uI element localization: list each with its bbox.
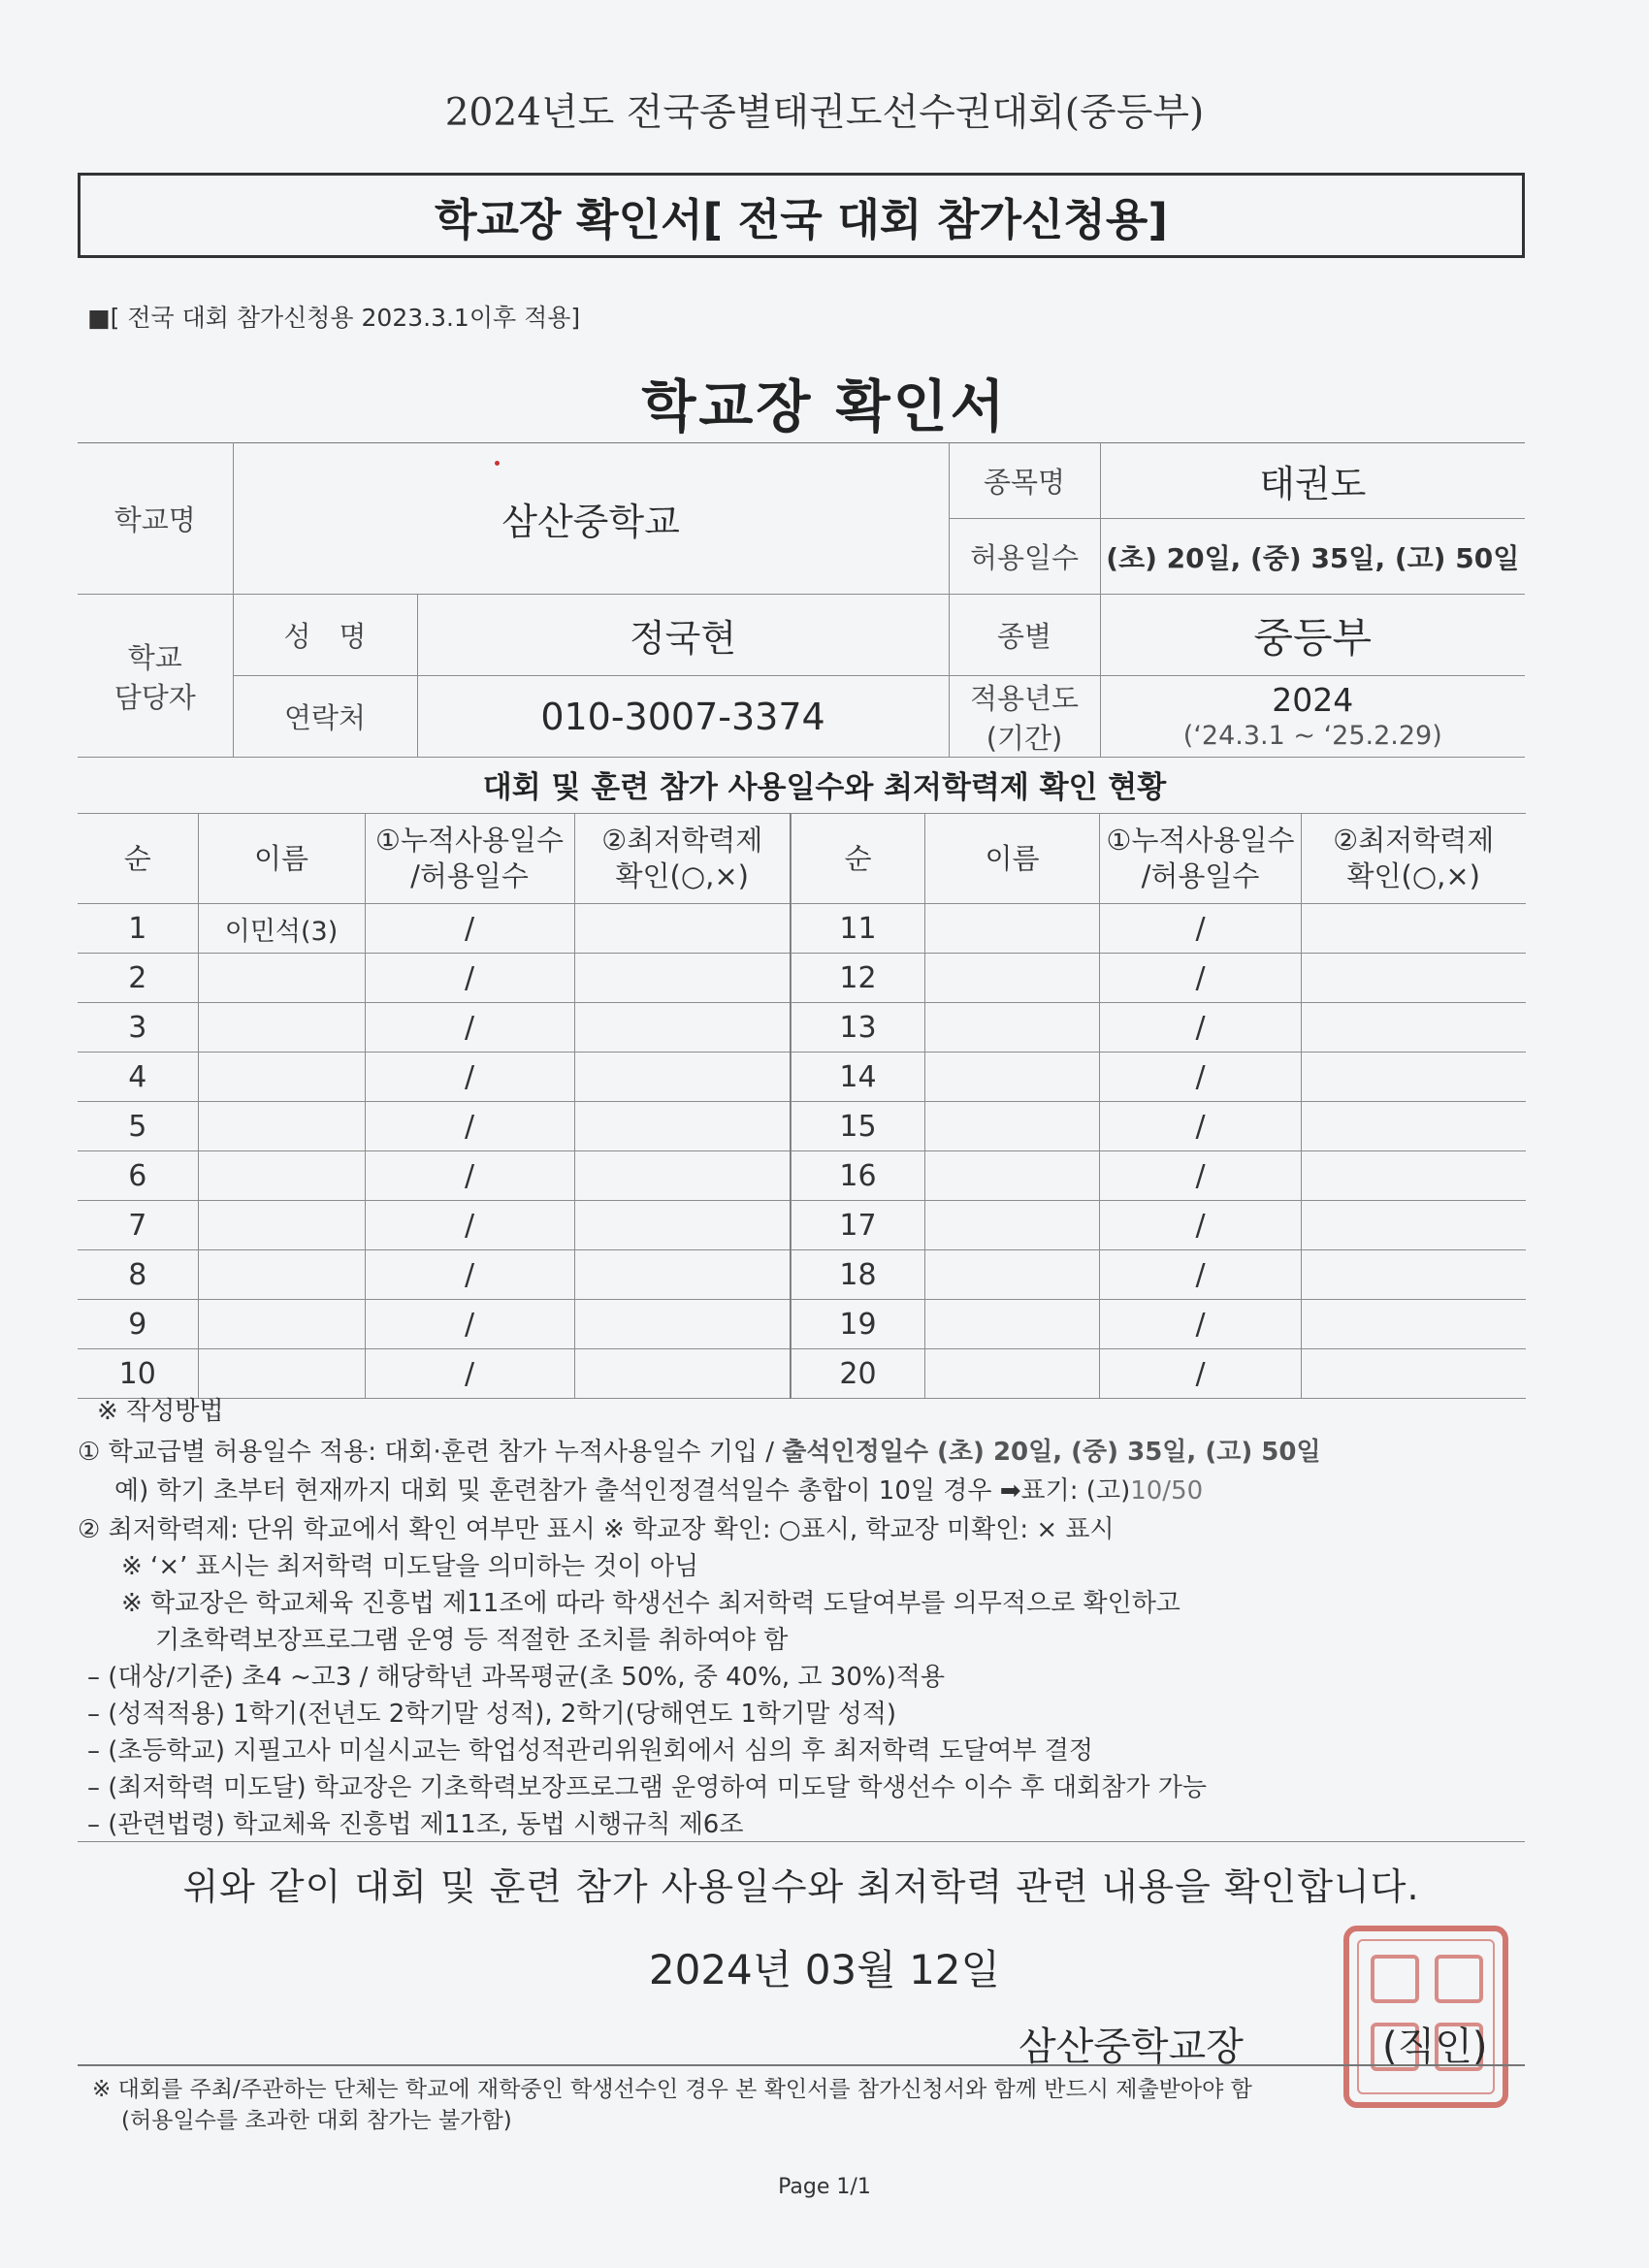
roster-row xyxy=(792,1300,1526,1349)
row-check xyxy=(574,1053,791,1102)
school-info-table xyxy=(78,442,1525,758)
row-days: / xyxy=(365,1151,574,1201)
roster-row xyxy=(792,1053,1526,1102)
roster-row xyxy=(792,1201,1526,1250)
sport-value: 태권도 xyxy=(1100,443,1525,519)
row-days: / xyxy=(1100,1003,1302,1053)
year-label-line1: 적용년도 xyxy=(969,681,1080,715)
row-name xyxy=(198,1053,365,1102)
row-days: / xyxy=(1100,1102,1302,1151)
allow-days-label: 허용일수 xyxy=(949,519,1100,595)
detail-2: – (성적적용) 1학기(전년도 2학기말 성적), 2학기(당해연도 1학기말 성적) xyxy=(87,1700,897,1729)
row-check xyxy=(574,1003,791,1053)
row-days: / xyxy=(365,1003,574,1053)
seal-glyph xyxy=(1435,1955,1483,2003)
row-days: / xyxy=(1100,1349,1302,1399)
roster-body-left xyxy=(78,904,791,1399)
form-title-box: 학교장 확인서[ 전국 대회 참가신청용] xyxy=(78,173,1525,258)
row-number: 17 xyxy=(792,1201,925,1250)
row-days: / xyxy=(1100,1300,1302,1349)
row-days: / xyxy=(1100,1250,1302,1300)
row-number: 18 xyxy=(792,1250,925,1300)
row-check xyxy=(1302,954,1526,1003)
instruction-1-emphasis: 출석인정일수 (초) 20일, (중) 35일, (고) 50일 xyxy=(782,1438,1321,1467)
instruction-1 xyxy=(78,1432,1321,1468)
instruction-1-example-label: 표기: (고) xyxy=(1020,1476,1131,1506)
period-value: (‘24.3.1 ~ ‘25.2.29) xyxy=(1182,720,1442,751)
detail-5: – (관련법령) 학교체육 진흥법 제11조, 동법 시행규칙 제6조 xyxy=(87,1810,744,1839)
row-number: 11 xyxy=(792,904,925,954)
roster-body-right xyxy=(792,904,1526,1399)
row-name xyxy=(198,954,365,1003)
manager-label-line1: 학교 xyxy=(127,640,182,674)
year-label xyxy=(949,676,1100,758)
row-check xyxy=(1302,1300,1526,1349)
instruction-1-example-value: 10/50 xyxy=(1130,1476,1204,1506)
page-number: Page 1/1 xyxy=(778,2175,871,2199)
col-header-days-line1: ①누적사용일수 xyxy=(1106,824,1295,857)
division-value: 중등부 xyxy=(1100,595,1525,676)
roster-row xyxy=(78,1053,791,1102)
row-days: / xyxy=(1100,1201,1302,1250)
roster-row xyxy=(78,1250,791,1300)
divider xyxy=(78,1841,1525,1842)
manager-label-line2: 담당자 xyxy=(113,680,196,714)
roster-row xyxy=(792,904,1526,954)
arrow-icon: ➡ xyxy=(999,1476,1021,1506)
col-header-check-line2: 확인(○,×) xyxy=(1346,859,1480,892)
row-name xyxy=(925,1349,1100,1399)
confirmation-statement: 위와 같이 대회 및 훈련 참가 사용일수와 최저학력 관련 내용을 확인합니다. xyxy=(182,1865,1420,1908)
row-check xyxy=(1302,1151,1526,1201)
sport-label: 종목명 xyxy=(949,443,1100,519)
row-check xyxy=(1302,904,1526,954)
col-header-days-line2: /허용일수 xyxy=(410,859,529,892)
row-check xyxy=(574,1151,791,1201)
row-name xyxy=(198,1300,365,1349)
row-check xyxy=(574,1349,791,1399)
row-days: / xyxy=(365,1250,574,1300)
row-name xyxy=(925,1151,1100,1201)
row-days: / xyxy=(1100,1151,1302,1201)
roster-row xyxy=(78,1003,791,1053)
row-check xyxy=(1302,1201,1526,1250)
row-check xyxy=(574,1102,791,1151)
row-number: 20 xyxy=(792,1349,925,1399)
footer-note-line1: ※ 대회를 주최/주관하는 단체는 학교에 재학중인 학생선수인 경우 본 확인서를 참가신청서와 함께 반드시 제출받아야 함 xyxy=(92,2077,1252,2102)
contact-label: 연락처 xyxy=(233,676,417,758)
row-check xyxy=(1302,1250,1526,1300)
row-name xyxy=(198,1250,365,1300)
row-name xyxy=(925,954,1100,1003)
row-check xyxy=(1302,1349,1526,1399)
instruction-1-text: ① 학교급별 허용일수 적용: 대회·훈련 참가 누적사용일수 기입 / xyxy=(78,1438,783,1467)
row-days: / xyxy=(1100,1053,1302,1102)
row-check xyxy=(574,1300,791,1349)
school-name-label: 학교명 xyxy=(78,443,233,595)
row-days: / xyxy=(365,1053,574,1102)
col-header-name: 이름 xyxy=(198,814,365,904)
roster-row xyxy=(792,1003,1526,1053)
roster-row xyxy=(78,1201,791,1250)
row-name xyxy=(198,1201,365,1250)
row-days: / xyxy=(365,1201,574,1250)
issue-date: 2024년 03월 12일 xyxy=(648,1946,1001,1993)
seal-glyph xyxy=(1371,1955,1419,2003)
row-number: 12 xyxy=(792,954,925,1003)
roster-row xyxy=(792,1151,1526,1201)
instruction-2-sub1: ※ ‘×’ 표시는 최저학력 미도달을 의미하는 것이 아님 xyxy=(121,1552,699,1581)
contact-value: 010-3007-3374 xyxy=(417,676,949,758)
row-number: 9 xyxy=(78,1300,198,1349)
row-name xyxy=(925,1201,1100,1250)
row-number: 7 xyxy=(78,1201,198,1250)
seal-mark-label: (직인) xyxy=(1382,2025,1488,2069)
row-name xyxy=(925,1250,1100,1300)
instruction-2: ② 최저학력제: 단위 학교에서 확인 여부만 표시 ※ 학교장 확인: ○표시, 학교장 미확인: × 표시 xyxy=(78,1515,1115,1544)
row-name xyxy=(198,1151,365,1201)
instruction-1-example-text: 예) 학기 초부터 현재까지 대회 및 훈련참가 출석인정결석일수 총합이 10일 경우 xyxy=(114,1476,1000,1506)
row-number: 19 xyxy=(792,1300,925,1349)
row-number: 13 xyxy=(792,1003,925,1053)
row-number: 3 xyxy=(78,1003,198,1053)
allow-days-value: (초) 20일, (중) 35일, (고) 50일 xyxy=(1100,519,1525,595)
roster-table-left xyxy=(78,813,792,1399)
year-value: 2024 xyxy=(1272,680,1354,719)
col-header-check xyxy=(1302,814,1526,904)
document-title: 학교장 확인서 xyxy=(641,373,1008,439)
row-name: 이민석(3) xyxy=(198,904,365,954)
applicability-notice: ■[ 전국 대회 참가신청용 2023.3.1이후 적용] xyxy=(87,304,581,332)
row-number: 4 xyxy=(78,1053,198,1102)
row-number: 2 xyxy=(78,954,198,1003)
roster-row xyxy=(78,954,791,1003)
col-header-no: 순 xyxy=(792,814,925,904)
row-number: 10 xyxy=(78,1349,198,1399)
roster-row xyxy=(78,1151,791,1201)
col-header-check-line1: ②최저학력제 xyxy=(601,824,763,857)
year-label-line2: (기간) xyxy=(986,721,1063,755)
col-header-days xyxy=(365,814,574,904)
event-title: 2024년도 전국종별태권도선수권대회(중등부) xyxy=(444,91,1205,135)
roster-table-right xyxy=(791,813,1526,1399)
row-check xyxy=(1302,1102,1526,1151)
name-value: 정국현 xyxy=(417,595,949,676)
detail-3: – (초등학교) 지필고사 미실시교는 학업성적관리위원회에서 심의 후 최저학력 도달여부 결정 xyxy=(87,1736,1093,1766)
detail-1: – (대상/기준) 초4 ~고3 / 해당학년 과목평균(초 50%, 중 40%, 고 30%)적용 xyxy=(87,1663,945,1692)
col-header-no: 순 xyxy=(78,814,198,904)
row-number: 5 xyxy=(78,1102,198,1151)
detail-4: – (최저학력 미도달) 학교장은 기초학력보장프로그램 운영하여 미도달 학생선수 이수 후 대회참가 가능 xyxy=(87,1773,1207,1802)
row-days: / xyxy=(365,1102,574,1151)
col-header-days-line1: ①누적사용일수 xyxy=(374,824,565,857)
instruction-1-example xyxy=(114,1471,1203,1507)
principal-signature: 삼산중학교장 xyxy=(1018,2025,1244,2069)
row-check xyxy=(1302,1053,1526,1102)
col-header-check-line1: ②최저학력제 xyxy=(1333,824,1495,857)
row-number: 8 xyxy=(78,1250,198,1300)
name-label: 성 명 xyxy=(233,595,417,676)
row-number: 1 xyxy=(78,904,198,954)
footer-divider xyxy=(78,2064,1525,2066)
row-days: / xyxy=(1100,904,1302,954)
row-check xyxy=(574,904,791,954)
row-name xyxy=(925,1003,1100,1053)
row-days: / xyxy=(365,1349,574,1399)
row-check xyxy=(574,1250,791,1300)
footer-note xyxy=(92,2074,1252,2136)
row-days: / xyxy=(365,1300,574,1349)
col-header-check-line2: 확인(○,×) xyxy=(615,859,749,892)
instructions-title: ※ 작성방법 xyxy=(97,1397,224,1426)
col-header-days-line2: /허용일수 xyxy=(1141,859,1260,892)
school-name-value: 삼산중학교 xyxy=(233,443,949,595)
row-number: 14 xyxy=(792,1053,925,1102)
footer-note-line2: (허용일수를 초과한 대회 참가는 불가함) xyxy=(121,2108,512,2133)
roster-row xyxy=(792,954,1526,1003)
row-check xyxy=(574,1201,791,1250)
row-number: 6 xyxy=(78,1151,198,1201)
row-days: / xyxy=(1100,954,1302,1003)
roster-row xyxy=(78,904,791,954)
row-name xyxy=(925,1102,1100,1151)
row-name xyxy=(925,1053,1100,1102)
roster-row xyxy=(78,1300,791,1349)
col-header-name: 이름 xyxy=(925,814,1100,904)
row-check xyxy=(1302,1003,1526,1053)
division-label: 종별 xyxy=(949,595,1100,676)
row-days: / xyxy=(365,904,574,954)
roster-row xyxy=(792,1349,1526,1399)
roster-row xyxy=(792,1250,1526,1300)
row-name xyxy=(198,1102,365,1151)
roster-heading: 대회 및 훈련 참가 사용일수와 최저학력제 확인 현황 xyxy=(482,770,1167,805)
row-name xyxy=(198,1003,365,1053)
year-cell xyxy=(1100,676,1525,758)
row-name xyxy=(925,904,1100,954)
col-header-check xyxy=(574,814,791,904)
instruction-2-sub2: ※ 학교장은 학교체육 진흥법 제11조에 따라 학생선수 최저학력 도달여부를 의무적으로 확인하고 xyxy=(121,1589,1180,1618)
col-header-days xyxy=(1100,814,1302,904)
roster-row xyxy=(78,1102,791,1151)
row-number: 16 xyxy=(792,1151,925,1201)
manager-label xyxy=(78,595,233,758)
row-check xyxy=(574,954,791,1003)
instruction-2-sub3: 기초학력보장프로그램 운영 등 적절한 조치를 취하여야 함 xyxy=(155,1626,789,1655)
row-number: 15 xyxy=(792,1102,925,1151)
row-days: / xyxy=(365,954,574,1003)
row-name xyxy=(925,1300,1100,1349)
roster-row xyxy=(792,1102,1526,1151)
